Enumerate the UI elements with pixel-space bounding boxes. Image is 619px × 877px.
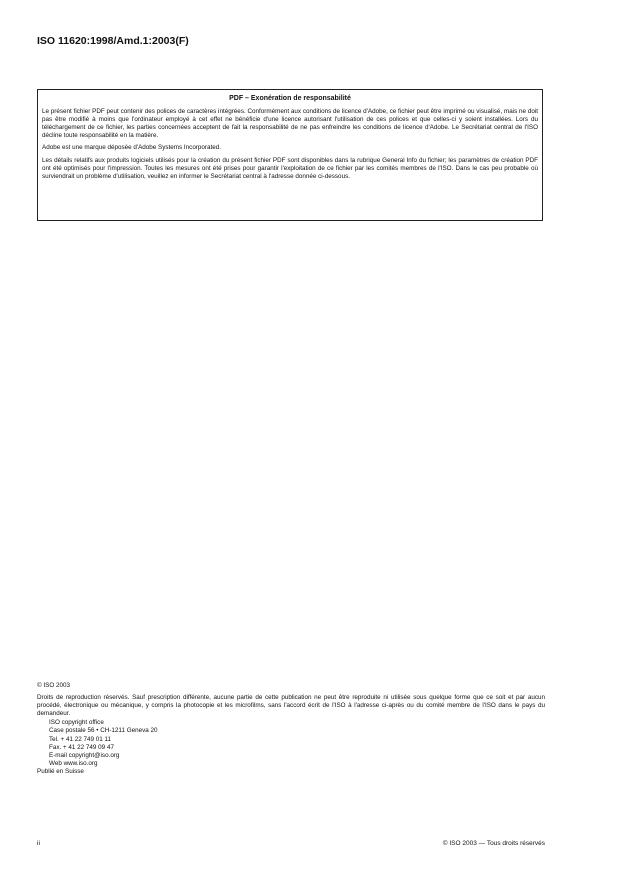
disclaimer-paragraph-adobe-trademark: Adobe est une marque déposée d'Adobe Systems Incorporated. xyxy=(42,144,222,152)
telephone: Tel. + 41 22 749 01 11 xyxy=(49,735,112,743)
email-link[interactable]: E-mail copyright@iso.org xyxy=(49,751,120,759)
fax: Fax. + 41 22 749 09 47 xyxy=(49,743,114,751)
page-number: ii xyxy=(37,840,40,847)
copyright-symbol-line: © ISO 2003 xyxy=(37,682,70,689)
disclaimer-paragraph-software-details: Les détails relatifs aux produits logiciels utilisés pour la création du présent fichier PDF sont disponibles dans la rubrique General Info du fichier; les paramètres de création PDF ont été optimisés pour l'impression. Toutes les mesures ont été prises pour garantir l'exploitation de ce fichier par les comités membres de l'ISO. Dans le cas peu probable où surviendrait un problème d'utilisation, veuillez en informer le Secrétariat central à l'adresse donnée ci-dessous. xyxy=(42,156,538,180)
published-location: Publié en Suisse xyxy=(37,767,84,775)
document-id-header: ISO 11620:1998/Amd.1:2003(F) xyxy=(37,35,189,47)
copyright-office-address xyxy=(37,719,545,768)
footer-rights: © ISO 2003 — Tous droits réservés xyxy=(442,840,545,847)
disclaimer-paragraph-fonts: Le présent fichier PDF peut contenir des polices de caractères intégrées. Conformément aux conditions de licence d'Adobe, ce fichier peut être imprimé ou visualisé, mais ne doit pas être modifié à moins que l'ordinateur employé à cet effet ne bénéficie d'une licence autorisant l'utilisation de ces polices et que celles-ci y soient installées. Lors du téléchargement de ce fichier, les parties concernées acceptent de fait la responsabilité de ne pas enfreindre les conditions de licence d'Adobe. Le Secrétariat central de l'ISO décline toute responsabilité en la matière. xyxy=(42,108,538,140)
copyright-notice: Droits de reproduction réservés. Sauf prescription différente, aucune partie de cette publication ne peut être reproduite ni utilisée sous quelque forme que ce soit et par aucun procédé, électronique ou mécanique, y compris la photocopie et les microfilms, sans l'accord écrit de l'ISO à l'adresse ci-après ou du comité membre de l'ISO dans le pays du demandeur. xyxy=(37,694,545,718)
pdf-disclaimer-box xyxy=(37,89,543,221)
disclaimer-title: PDF – Exonération de responsabilité xyxy=(229,95,351,102)
office-name: ISO copyright office xyxy=(49,719,104,727)
postal-address: Case postale 56 • CH-1211 Geneva 20 xyxy=(49,727,158,735)
web-link[interactable]: Web www.iso.org xyxy=(49,759,98,767)
copyright-section xyxy=(37,682,545,776)
